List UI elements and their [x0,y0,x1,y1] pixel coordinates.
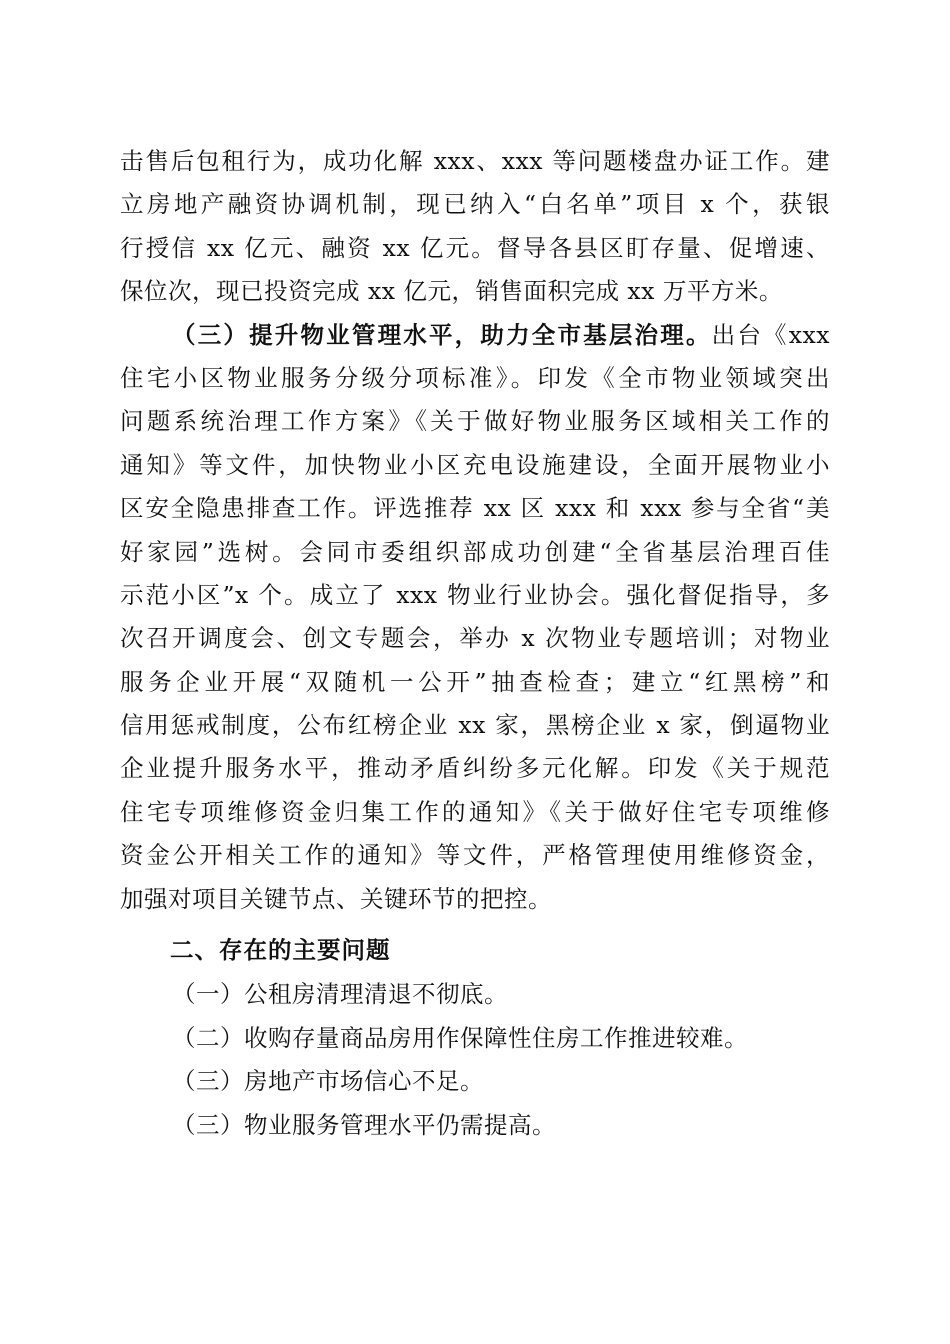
text-line: 问题系统治理工作方案》《关于做好物业服务区域相关工作的 [120,407,830,436]
text-line: 资金公开相关工作的通知》等文件，严格管理使用维修资金， [120,841,830,870]
text-line: 住宅小区物业服务分级分项标准》。印发《全市物业领域突出 [120,363,830,392]
document-body [120,140,830,1147]
problem-list [120,973,830,1147]
section-heading: 二、存在的主要问题 [170,936,391,965]
paragraph-subtitle: （三）提升物业管理水平，助力全市基层治理。 [172,320,712,349]
text-line: 服务企业开展“双随机一公开”抽查检查；建立“红黑榜”和 [120,667,830,696]
list-item: （三）物业服务管理水平仍需提高。 [172,1110,556,1139]
text-line: 企业提升服务水平，推动矛盾纠纷多元化解。印发《关于规范 [120,754,830,783]
text-line: 击售后包租行为，成功化解 xxx、xxx 等问题楼盘办证工作。建 [120,147,830,175]
text-line: 区安全隐患排查工作。评选推荐 xx 区 xxx 和 xxx 参与全省“美 [120,494,830,523]
text-line: 行授信 xx 亿元、融资 xx 亿元。督导各县区盯存量、促增速、 [120,233,830,262]
paragraph-property-management [120,314,830,921]
text-line: 保位次，现已投资完成 xx 亿元，销售面积完成 xx 万平方米。 [120,277,783,306]
text-line: 通知》等文件，加快物业小区充电设施建设，全面开展物业小 [120,450,830,479]
text-segment: 出台《xxx [711,320,831,349]
text-line: 信用惩戒制度，公布红榜企业 xx 家，黑榜企业 x 家，倒逼物业 [120,711,830,740]
text-line: 立房地产融资协调机制，现已纳入“白名单”项目 x 个，获银 [120,190,830,219]
text-line: 示范小区”x 个。成立了 xxx 物业行业协会。强化督促指导，多 [120,580,830,609]
text-line-first [120,314,830,357]
list-item: （一）公租房清理清退不彻底。 [172,980,508,1009]
list-item: （二）收购存量商品房用作保障性住房工作推进较难。 [172,1023,748,1052]
text-line: 加强对项目关键节点、关键环节的把控。 [120,884,552,913]
text-line: 次召开调度会、创文专题会，举办 x 次物业专题培训；对物业 [120,624,830,653]
list-item: （三）房地产市场信心不足。 [172,1067,484,1096]
text-line: 住宅专项维修资金归集工作的通知》《关于做好住宅专项维修 [120,797,830,826]
paragraph-housing-finance [120,140,830,314]
text-line: 好家园”选树。会同市委组织部成功创建“全省基层治理百佳 [120,537,830,566]
